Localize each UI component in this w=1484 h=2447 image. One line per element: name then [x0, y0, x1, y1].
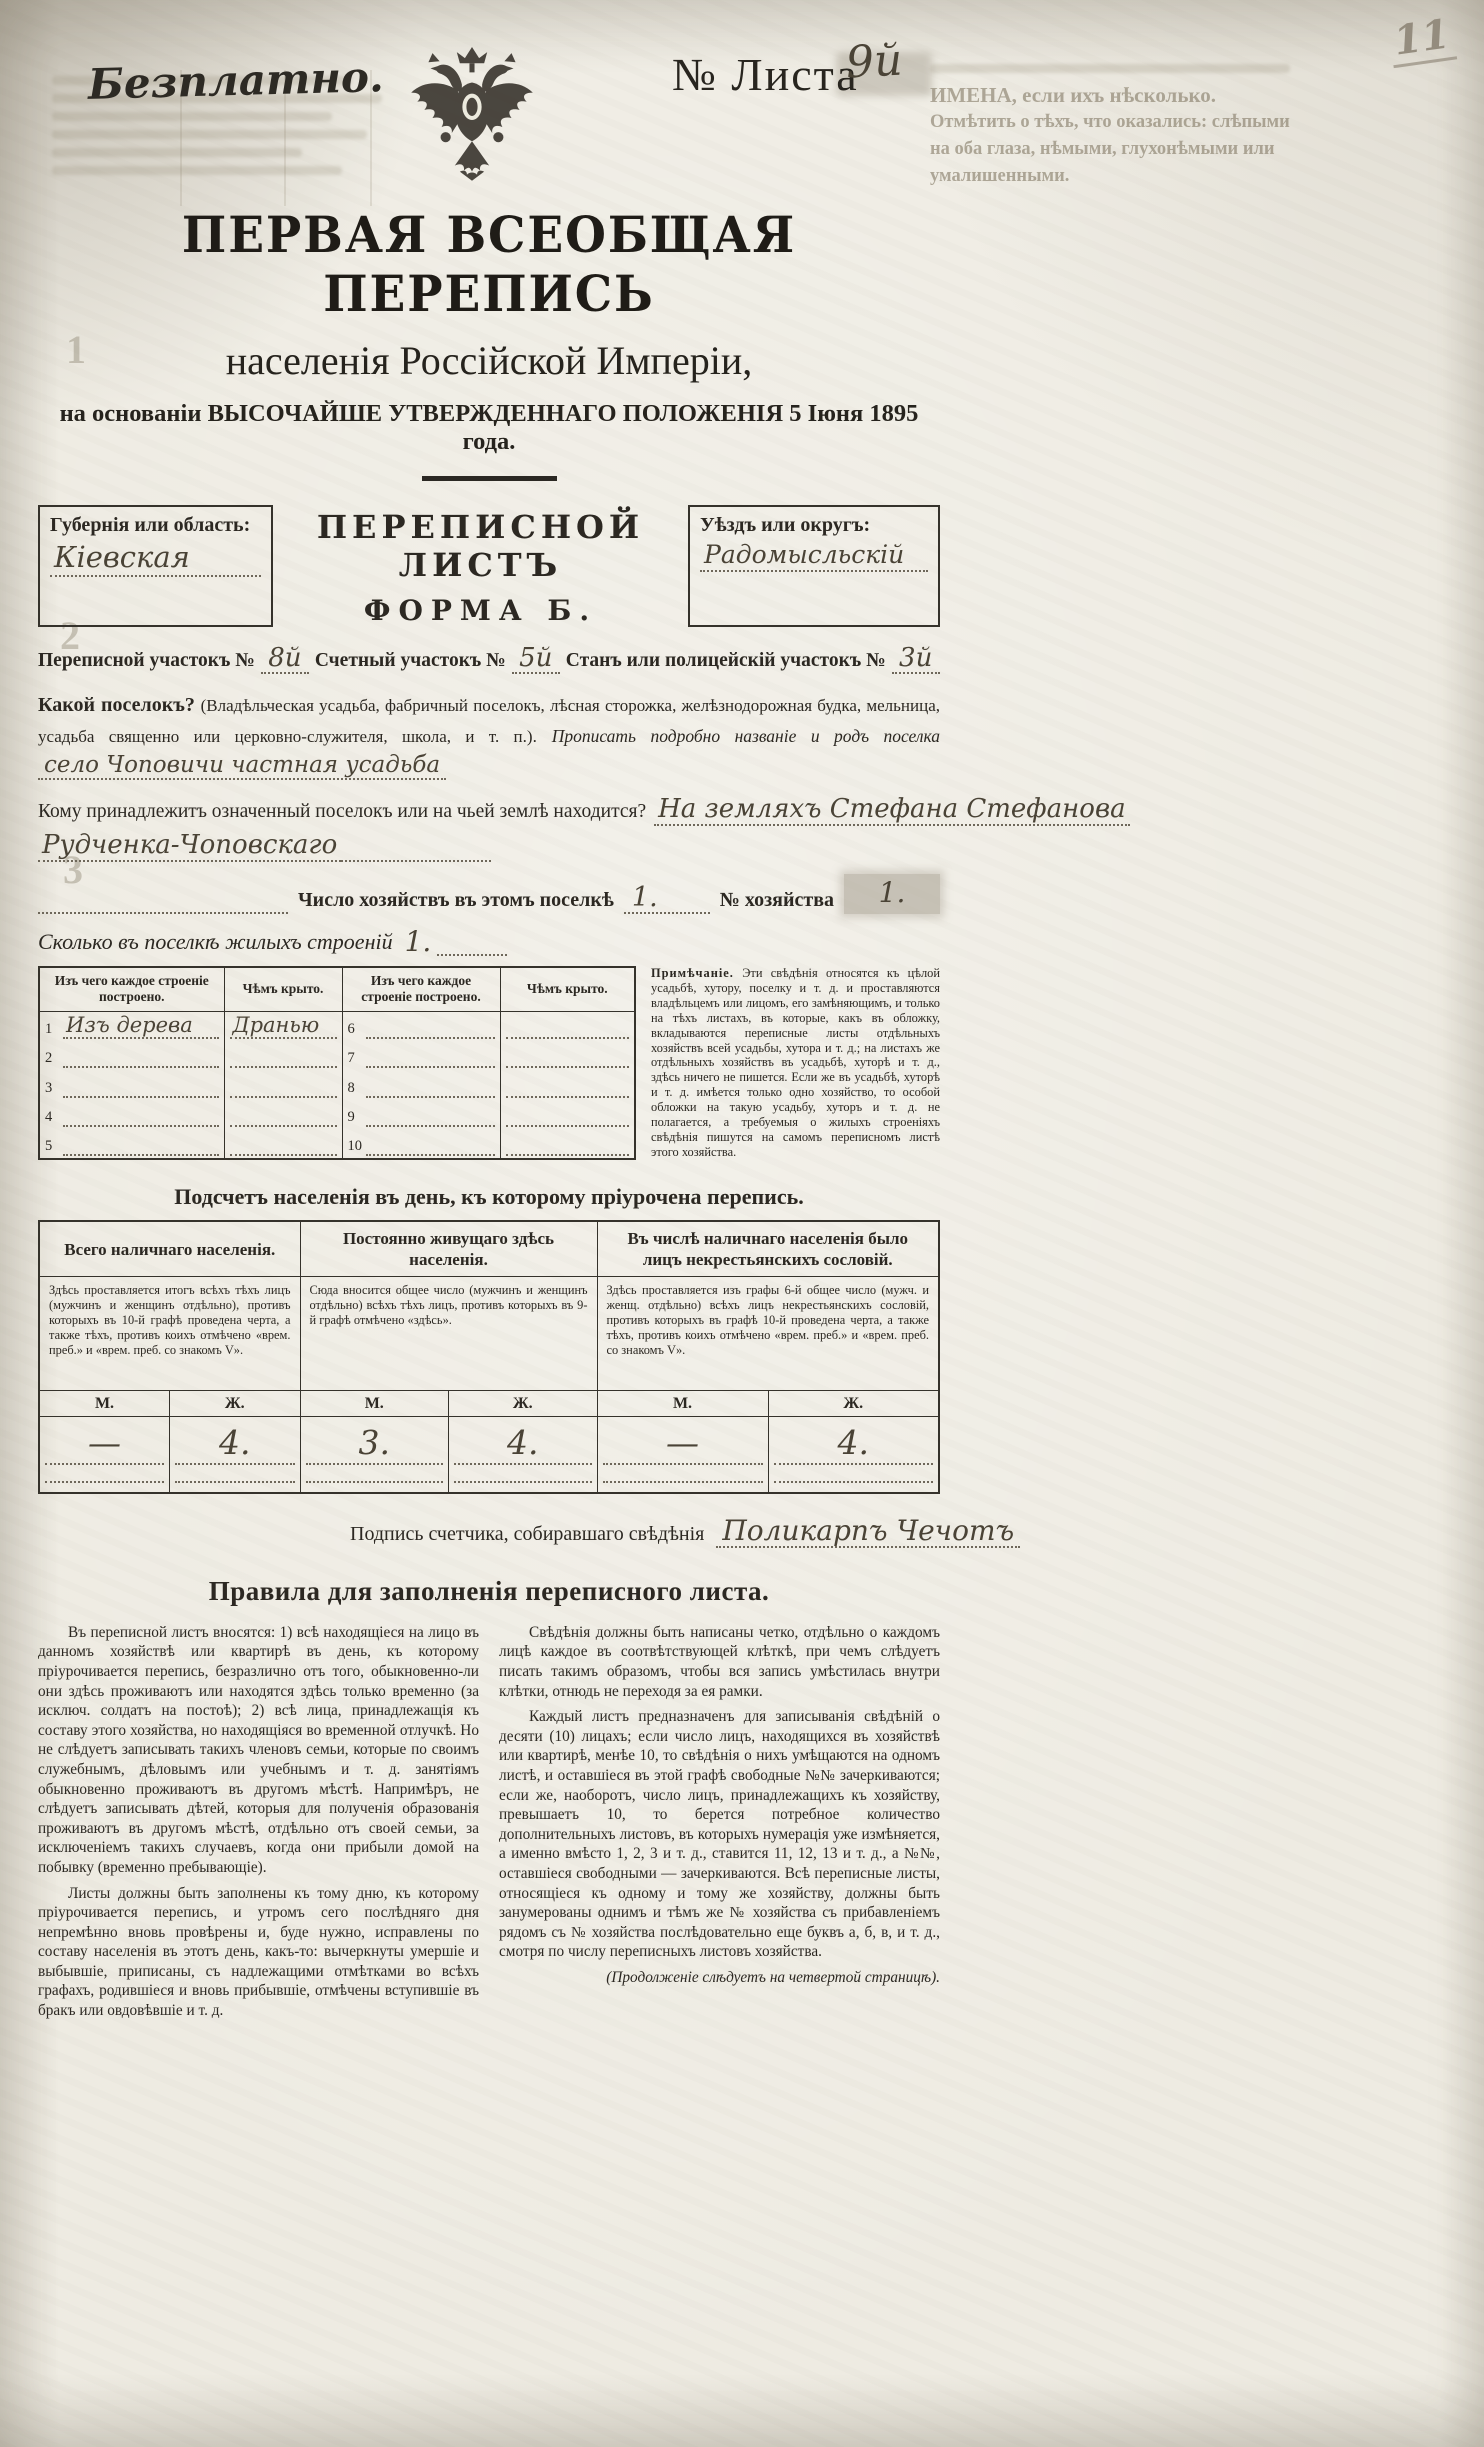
male-label: М. — [39, 1391, 170, 1417]
roof-entry — [506, 1016, 630, 1039]
bleedthrough-text — [930, 64, 1380, 190]
nonpeasant-male-cell — [597, 1417, 768, 1493]
population-col1-header — [39, 1221, 300, 1277]
row-number: 7 — [347, 1050, 355, 1067]
row-number: 6 — [347, 1020, 355, 1037]
bleedthrough-digit: 3 — [63, 847, 83, 892]
buildings-count-value: 1. — [404, 925, 432, 958]
rules-paragraph: Листы должны быть заполнены къ тому дню, къ которому пріурочивается перепись, и утромъ сего послѣдняго дня непремѣнно вновь провѣрены и, буде нужно, исправлены по составу населенія въ этотъ день, какъ-то: вычеркнуты умершіе и выбывшіе, приписаны, съ надлежащими отмѣтками во всѣхъ графахъ, родившіеся и вновь прибывшіе, отмѣчены вступившіе въ бракъ или овдовѣвшіе и т. д. — [38, 1884, 479, 2020]
sheet-number-label-text: № Листа — [672, 49, 859, 100]
present-female-value: 4. — [219, 1423, 251, 1463]
nonpeasant-male-value: — — [666, 1423, 699, 1463]
police-precinct-label: Станъ или полицейскій участокъ № — [565, 650, 886, 671]
district-label: Уѣздъ или округъ: — [700, 514, 871, 536]
row-number: 10 — [347, 1137, 362, 1154]
built-entry — [366, 1045, 495, 1068]
province-box — [38, 505, 273, 627]
built-entry — [63, 1104, 219, 1127]
enumerator-signature-value: Поликарпъ Чечотъ — [716, 1516, 1020, 1548]
dotted-line — [38, 888, 288, 914]
roof-entry — [230, 1045, 337, 1068]
built-entry — [366, 1133, 495, 1156]
settlement-question-instruction: Прописать подробно названіе и родъ поселка — [551, 726, 941, 746]
population-col3-header-text: Въ числѣ наличнаго населенія было лицъ некрестьянскихъ сословій. — [627, 1229, 909, 1270]
buildings-col-built: Изъ чего каждое строеніе построено. — [39, 967, 224, 1011]
enumerator-signature-row — [38, 1513, 1015, 1548]
enumerator-signature-label: Подпись счетчика, собиравшаго свѣдѣнія — [350, 1522, 705, 1545]
buildings-section — [38, 966, 940, 1160]
rules-left-column — [38, 1623, 479, 2027]
household-number-label: № хозяйства — [719, 889, 834, 911]
households-row — [38, 874, 940, 914]
row-number: 1 — [45, 1020, 53, 1037]
population-values-row — [39, 1417, 939, 1493]
rules-paragraph: Каждый листъ предназначенъ для записыванія свѣдѣній о десяти (10) лицахъ; если число лицъ, находящихся въ хозяйствѣ или квартирѣ, менѣе 10, то свѣдѣнія о нихъ умѣщаются на одномъ листѣ, и оставшіеся въ этой графѣ свободные №№ зачеркиваются; если же, наоборотъ, число лицъ, принадлежащихъ къ хозяйству, превышаетъ 10, то берется потребное количество дополнительныхъ листовъ, въ которыхъ нумерація уже измѣняется, а именно вмѣсто 1, 2, 3 и т. д., ставится 11, 12, 13 и т. д., а №№, оставшіеся свободными — зачеркиваются. Всѣ переписные листы, относящіеся къ одному и тому же хозяйству, должны быть занумерованы однимъ и тѣмъ же № хозяйства съ прибавленіемъ рядомъ съ № хозяйства послѣдовательно еще буквъ а, б, в, и т. д., смотря по числу переписныхъ листовъ хозяйства. — [499, 1708, 940, 1961]
population-col2-header-text: Постоянно живущаго здѣсь населенія. — [342, 1229, 555, 1270]
bleedthrough-text-line: ИМЕНА, если ихъ нѣсколько. — [930, 83, 1217, 107]
population-header-row — [39, 1221, 939, 1277]
buildings-note — [636, 966, 940, 1160]
population-note-row — [39, 1277, 939, 1391]
bleedthrough-digit: 2 — [60, 613, 80, 658]
province-value: Кіевская — [50, 540, 261, 577]
built-entry — [63, 1045, 219, 1068]
built-entry: Изъ дерева — [63, 1014, 219, 1039]
dotted-line — [341, 835, 491, 862]
census-precinct-label: Переписной участокъ № — [38, 650, 255, 671]
row-number: 5 — [45, 1137, 53, 1154]
bleedthrough-text-line: Отмѣтить о тѣхъ, что оказались: слѣпыми — [930, 112, 1290, 132]
present-male-cell — [39, 1417, 170, 1493]
settlement-question-paren: (Владѣльческая усадьба, фабричный поселокъ, лѣсная сторожка, желѣзнодорожная будка, мельница, усадьба священно или церковно-служителя, школа, и т. п.). — [38, 696, 941, 746]
buildings-table-row — [39, 1100, 635, 1129]
title-divider — [422, 476, 557, 481]
owner-value-line1: На земляхъ Стефана Стефанова — [654, 796, 1129, 826]
roof-entry: Дранью — [230, 1014, 337, 1039]
permanent-female-cell — [449, 1417, 598, 1493]
census-precinct-value: 8й — [261, 645, 309, 674]
imperial-double-headed-eagle-icon — [396, 44, 548, 196]
population-sex-labels-row — [39, 1391, 939, 1417]
population-col2-header — [300, 1221, 597, 1277]
row-number: 9 — [347, 1109, 355, 1126]
permanent-male-value: 3. — [358, 1423, 390, 1463]
form-name-line2: ФОРМА Б. — [363, 594, 598, 627]
population-table — [38, 1220, 940, 1494]
roof-entry — [506, 1133, 630, 1156]
roof-entry — [506, 1075, 630, 1098]
buildings-note-lead: Примѣчаніе. — [651, 966, 734, 980]
owner-answer-row — [38, 832, 940, 862]
female-label: Ж. — [449, 1391, 598, 1417]
male-label: М. — [300, 1391, 449, 1417]
population-col1-header-text: Всего наличнаго населенія. — [64, 1239, 276, 1259]
households-count-label: Число хозяйствъ въ этомъ поселкѣ — [298, 889, 614, 911]
household-number-value: 1. — [844, 874, 940, 914]
roof-entry — [506, 1104, 630, 1127]
owner-value-line2: Рудченка-Чоповскаго — [38, 832, 341, 862]
buildings-count-row — [38, 925, 940, 958]
built-entry — [366, 1104, 495, 1127]
permanent-female-value: 4. — [507, 1423, 539, 1463]
buildings-table-row — [39, 1070, 635, 1099]
buildings-table — [38, 966, 636, 1160]
rules-continuation-note: (Продолженіе слѣдуетъ на четвертой страницѣ). — [606, 1968, 940, 1986]
row-number: 4 — [45, 1109, 53, 1126]
roof-entry — [230, 1133, 337, 1156]
bleedthrough-digit: 1 — [66, 327, 86, 372]
district-box — [688, 505, 940, 627]
sheet-number-label — [672, 48, 859, 101]
female-label: Ж. — [170, 1391, 301, 1417]
settlement-question — [38, 690, 940, 782]
count-precinct-value: 5й — [512, 645, 560, 674]
nonpeasant-female-value: 4. — [837, 1423, 869, 1463]
form-header-row — [38, 505, 940, 627]
buildings-table-row — [39, 1129, 635, 1158]
bleedthrough-bar — [930, 64, 1290, 73]
rules-paragraph: Свѣдѣнія должны быть написаны четко, отдѣльно о каждомъ лицѣ каждое въ соотвѣтствующей клѣткѣ, при чемъ слѣдуетъ писать такимъ образомъ, чтобы вся запись умѣстилась внутри клѣтки, отнюдь не переходя за ея рамки. — [499, 1623, 940, 1700]
households-count-value: 1. — [624, 884, 710, 914]
present-female-cell — [170, 1417, 301, 1493]
corner-pencil-note: 11 — [1387, 10, 1457, 68]
form-name-line1: ПЕРЕПИСНОЙ ЛИСТЪ — [316, 508, 645, 584]
buildings-count-label: Сколько въ поселкѣ жилыхъ строеній — [38, 929, 393, 954]
settlement-question-lead: Какой поселокъ? — [38, 694, 195, 716]
buildings-note-text: Эти свѣдѣнія относятся къ цѣлой усадьбѣ, хутору, поселку и т. д. и проставляются владѣльцемъ или лицомъ, его замѣняющимъ, и только на тѣхъ листахъ, въ которые, какъ въ обложку, вкладываются переписные листы отдѣльныхъ хозяйствъ всей усадьбы, хутора и т. д.; на листахъ же отдѣльныхъ хозяйствъ въ усадьбѣ, хуторѣ и т. д., здѣсь ничего не пишется. Если же въ усадьбѣ, хуторѣ и т. д. имѣется только одно хозяйство, то особой обложки на такую усадьбу, хуторъ и т. д. не полагается, а требуемыя о жилыхъ строеніяхъ свѣдѣнія пишутся на самомъ переписномъ листѣ этого хозяйства. — [651, 966, 940, 1159]
built-entry — [366, 1075, 495, 1098]
roof-entry — [230, 1075, 337, 1098]
rules-title: Правила для заполненія переписного листа. — [208, 1575, 770, 1606]
built-entry — [366, 1016, 495, 1039]
row-number: 8 — [347, 1079, 355, 1096]
rules-paragraph: Въ переписной листъ вносятся: 1) всѣ находящіеся на лицо въ данномъ хозяйствѣ или квартирѣ въ день, къ которому пріурочивается перепись, безразлично отъ того, обыкновенно-ли они здѣсь проживаютъ или находятся здѣсь только временно (за исключ. солдатъ на постоѣ); 2) всѣ лица, принадлежащія къ составу этого хозяйства, но находящіяся во временной отлучкѣ. Но не слѣдуетъ записывать такихъ членовъ семьи, которые по своимъ служебнымъ, дѣловымъ или учебнымъ и т. д. занятіямъ обыкновенно проживаютъ въ другомъ мѣстѣ. Напримѣръ, не слѣдуетъ записывать дѣтей, которыя для полученія образованія проживаютъ въ другомъ мѣстѣ, отдѣльно отъ своей семьи, за исключеніемъ такихъ случаевъ, когда они прибыли домой на побывку (временно пребывающіе). — [38, 1623, 479, 1876]
built-entry — [63, 1133, 219, 1156]
free-of-charge-label: Безплатно. — [87, 52, 385, 109]
census-title: ПЕРВАЯ ВСЕОБЩАЯ ПЕРЕПИСЬ — [181, 205, 797, 323]
census-subtitle: населенія Россійской Имперіи, — [225, 338, 753, 383]
bleedthrough-text-line: умалишенными. — [930, 166, 1070, 186]
owner-question-label: Кому принадлежитъ означенный поселокъ или на чьей землѣ находится? — [38, 801, 647, 822]
population-col1-note: Здѣсь проставляется итогъ всѣхъ тѣхъ лицъ (мужчинъ и женщинъ отдѣльно), противъ которыхъ въ 10-й графѣ проведена черта, а также тѣхъ, противъ коихъ отмѣчено «врем. преб.» и «врем. преб. со знакомъ V». — [39, 1277, 300, 1391]
roof-entry — [230, 1104, 337, 1127]
district-value: Радомысльскій — [700, 540, 928, 572]
count-precinct-label: Счетный участокъ № — [314, 650, 506, 671]
province-label: Губернія или область: — [50, 514, 251, 536]
rules-right-column — [499, 1623, 940, 2027]
row-number: 3 — [45, 1079, 53, 1096]
built-entry — [63, 1075, 219, 1098]
nonpeasant-female-cell — [768, 1417, 939, 1493]
male-label: М. — [597, 1391, 768, 1417]
present-male-value: — — [88, 1423, 121, 1463]
roof-entry — [506, 1045, 630, 1068]
precincts-row — [38, 645, 940, 674]
population-col3-header — [597, 1221, 939, 1277]
buildings-col-roof: Чѣмъ крыто. — [500, 967, 635, 1011]
buildings-col-built: Изъ чего каждое строеніе построено. — [342, 967, 500, 1011]
police-precinct-value: 3й — [892, 645, 940, 674]
sheet-number-value: 9й — [844, 34, 904, 89]
buildings-table-row — [39, 1011, 635, 1041]
buildings-table-header-row — [39, 967, 635, 1011]
census-legal-basis: на основаніи ВЫСОЧАЙШЕ УТВЕРЖДЕННАГО ПОЛОЖЕНІЯ 5 Іюня 1895 года. — [59, 400, 919, 455]
buildings-table-row — [39, 1041, 635, 1070]
population-count-title: Подсчетъ населенія въ день, къ которому пріурочена перепись. — [174, 1183, 804, 1209]
bleedthrough-text-line: на оба глаза, нѣмыми, глухонѣмыми или — [930, 139, 1275, 159]
buildings-col-roof: Чѣмъ крыто. — [224, 967, 342, 1011]
female-label: Ж. — [768, 1391, 939, 1417]
settlement-name-value: село Чоповичи частная усадьба — [38, 753, 446, 780]
population-col3-note: Здѣсь проставляется изъ графы 6-й общее число (мужч. и женщ. отдѣльно) всѣхъ лицъ некрестьянскихъ сословій, противъ которыхъ въ графѣ 10-й проведена черта, а также тѣхъ, противъ коихъ отмѣчено «врем. преб.» и «врем. преб. со знакомъ V». — [597, 1277, 939, 1391]
permanent-male-cell — [300, 1417, 449, 1493]
rules-text — [38, 1623, 940, 2027]
form-name-block — [273, 505, 688, 627]
dotted-line — [437, 928, 507, 956]
row-number: 2 — [45, 1050, 53, 1067]
owner-question-row — [38, 794, 1126, 826]
population-col2-note: Сюда вносится общее число (мужчинъ и женщинъ отдѣльно) всѣхъ тѣхъ лицъ, противъ которыхъ въ 9-й графѣ отмѣчено «здѣсь». — [300, 1277, 597, 1391]
